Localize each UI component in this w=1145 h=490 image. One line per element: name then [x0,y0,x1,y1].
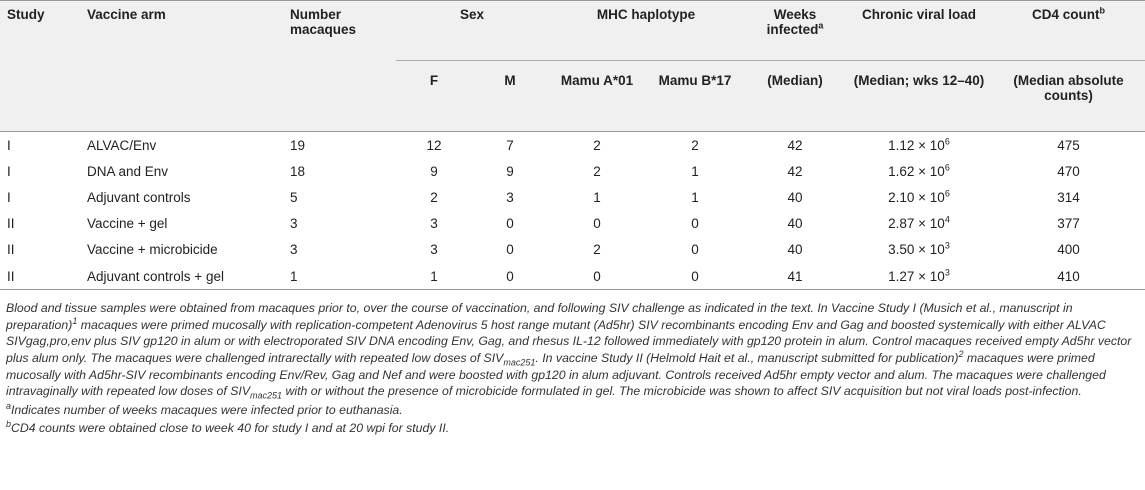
header-number-macaques: Number macaques [290,7,357,37]
cell-female: 2 [430,189,438,205]
cell-mamu-a01: 2 [593,163,601,179]
cell-weeks: 41 [787,268,803,284]
footnote-a [6,402,1139,419]
footnote-mark: b [6,419,12,430]
cell-vaccine-arm: ALVAC/Env [87,137,157,153]
table-notes [0,290,1145,437]
cell-cd4: 470 [1057,163,1080,179]
reference-mark: 2 [958,348,964,359]
table-row [0,132,1145,159]
viral-load-mantissa: 3.50 × 10 [888,242,945,258]
notes-text: macaques were primed mucosally with Ad5hr-SIV recombinants encoding Env/Rev, Gag and Nef and were boosted with gp120 in alum adjuvant. Controls received Ad5hr empty vector and alum. The macaques were challenged intravaginally with repeated low doses of SIV [6,350,1106,399]
footnote-mark: a [6,400,12,411]
cell-mamu-a01: 2 [593,242,601,258]
cell-number: 3 [290,216,298,232]
viral-load-exponent: 6 [944,136,950,147]
cell-vaccine-arm: Adjuvant controls + gel [87,268,224,284]
header-study: Study [7,7,45,22]
cell-mamu-b17: 0 [691,216,699,232]
viral-load-mantissa: 1.62 × 10 [888,163,945,179]
header-chronic-viral-load: Chronic viral load [846,1,992,61]
table-row [0,184,1145,210]
subheader-weeks-median: (Median) [767,73,823,88]
cell-mamu-a01: 1 [593,189,601,205]
cell-study: II [7,216,15,232]
table-row [0,158,1145,184]
viral-load-exponent: 4 [944,214,950,225]
footnote-b-mark: b [1099,5,1105,16]
cell-female: 3 [430,242,438,258]
cell-male: 3 [506,189,514,205]
cell-study: II [7,268,15,284]
cell-study: I [7,189,11,205]
notes-text: Blood and tissue samples were obtained from macaques prior to, over the course of vaccination, and following SIV challenge as indicated in the text. In Vaccine Study I (Musich et al., manuscript in preparation) [6,301,1073,332]
reference-mark: 1 [72,315,78,326]
cell-weeks: 40 [787,242,803,258]
cell-number: 19 [290,137,306,153]
cell-male: 0 [506,216,514,232]
cell-cd4: 314 [1057,189,1080,205]
cell-number: 3 [290,242,298,258]
cell-female: 12 [426,137,442,153]
cell-viral-load [846,263,992,290]
subheader-viral-median: (Median; wks 12–40) [853,73,985,88]
header-weeks-infected [744,1,846,61]
cell-cd4: 377 [1057,216,1080,232]
header-vaccine-arm: Vaccine arm [87,7,166,22]
cell-cd4: 400 [1057,242,1080,258]
cell-viral-load [846,237,992,263]
viral-load-exponent: 6 [944,188,950,199]
header-mhc-haplotype: MHC haplotype [548,1,744,61]
subheader-mamu-a01: Mamu A*01 [560,73,634,88]
cell-male: 9 [506,163,514,179]
notes-text: . In vaccine Study II (Helmold Hait et al., manuscript submitted for publication) [535,350,959,365]
cell-vaccine-arm: DNA and Env [87,163,169,179]
table-row [0,237,1145,263]
cell-weeks: 40 [787,216,803,232]
cell-mamu-b17: 2 [691,137,699,153]
footnote-a-mark: a [818,20,824,31]
cell-cd4: 410 [1057,268,1080,284]
viral-load-exponent: 3 [944,240,950,251]
footnote-text: Indicates number of weeks macaques were infected prior to euthanasia. [11,402,403,417]
header-cd4-count [992,1,1145,61]
cell-mamu-b17: 0 [691,268,699,284]
subheader-mamu-b17: Mamu B*17 [658,73,732,88]
cell-weeks: 42 [787,163,803,179]
cell-study: II [7,242,15,258]
cell-viral-load [846,184,992,210]
cell-number: 5 [290,189,298,205]
table-row [0,263,1145,290]
viral-load-mantissa: 1.27 × 10 [888,268,945,284]
cell-vaccine-arm: Vaccine + microbicide [87,242,218,258]
header-weeks-infected-label: Weeks infected [766,7,819,37]
footnote-text: CD4 counts were obtained close to week 40 for study I and at 20 wpi for study II. [11,421,450,436]
subheader-male: M [504,73,516,88]
cell-weeks: 42 [787,137,803,153]
viral-load-exponent: 3 [944,267,950,278]
cell-viral-load [846,158,992,184]
cell-mamu-a01: 0 [593,216,601,232]
cell-weeks: 40 [787,189,803,205]
cell-mamu-a01: 2 [593,137,601,153]
cell-male: 0 [506,268,514,284]
subheader-female: F [429,73,439,88]
cell-mamu-b17: 1 [691,163,699,179]
cell-female: 1 [430,268,438,284]
subscript-text: mac251 [250,390,283,401]
cell-cd4: 475 [1057,137,1080,153]
viral-load-exponent: 6 [944,162,950,173]
notes-text: macaques were primed mucosally with replication-competent Adenovirus 5 host range mutant (Ad5hr) SIV recombinants encoding Env and Gag and boosted systemically with either ALVAC SIVgag,pro,env plus SIV gp120 in alum or with electroporated SIV DNA encoding Env, Gag, and rhesus IL-12 followed immediately with gp120 protein in alum. Control macaques received empty Ad5hr vector plus alum only. The macaques were challenged intrarectally with repeated low doses of SIV [6,317,1132,365]
cell-male: 0 [506,242,514,258]
cell-number: 1 [290,268,298,284]
cell-female: 3 [430,216,438,232]
header-cd4-count-label: CD4 count [1032,7,1100,22]
cell-vaccine-arm: Vaccine + gel [87,216,168,232]
viral-load-mantissa: 1.12 × 10 [888,137,945,153]
footnote-b [6,420,1139,437]
notes-text: with or without the presence of microbicide formulated in gel. The microbicide was shown to affect SIV acquisition but not viral loads post-infection. [282,384,1082,399]
subscript-text: mac251 [503,357,536,368]
header-sex: Sex [396,1,548,61]
cell-mamu-b17: 1 [691,189,699,205]
viral-load-mantissa: 2.10 × 10 [888,189,945,205]
cell-mamu-b17: 0 [691,242,699,258]
table-header [0,1,1145,132]
cell-study: I [7,163,11,179]
subheader-cd4-median: (Median absolute counts) [1013,73,1124,103]
cell-mamu-a01: 0 [593,268,601,284]
cell-male: 7 [506,137,514,153]
cell-viral-load [846,211,992,237]
notes-paragraph [6,300,1139,400]
cell-study: I [7,137,11,153]
cell-vaccine-arm: Adjuvant controls [87,189,191,205]
cell-number: 18 [290,163,306,179]
cell-female: 9 [430,163,438,179]
viral-load-mantissa: 2.87 × 10 [888,216,945,232]
cell-viral-load [846,132,992,159]
table-row [0,211,1145,237]
table-body [0,132,1145,290]
